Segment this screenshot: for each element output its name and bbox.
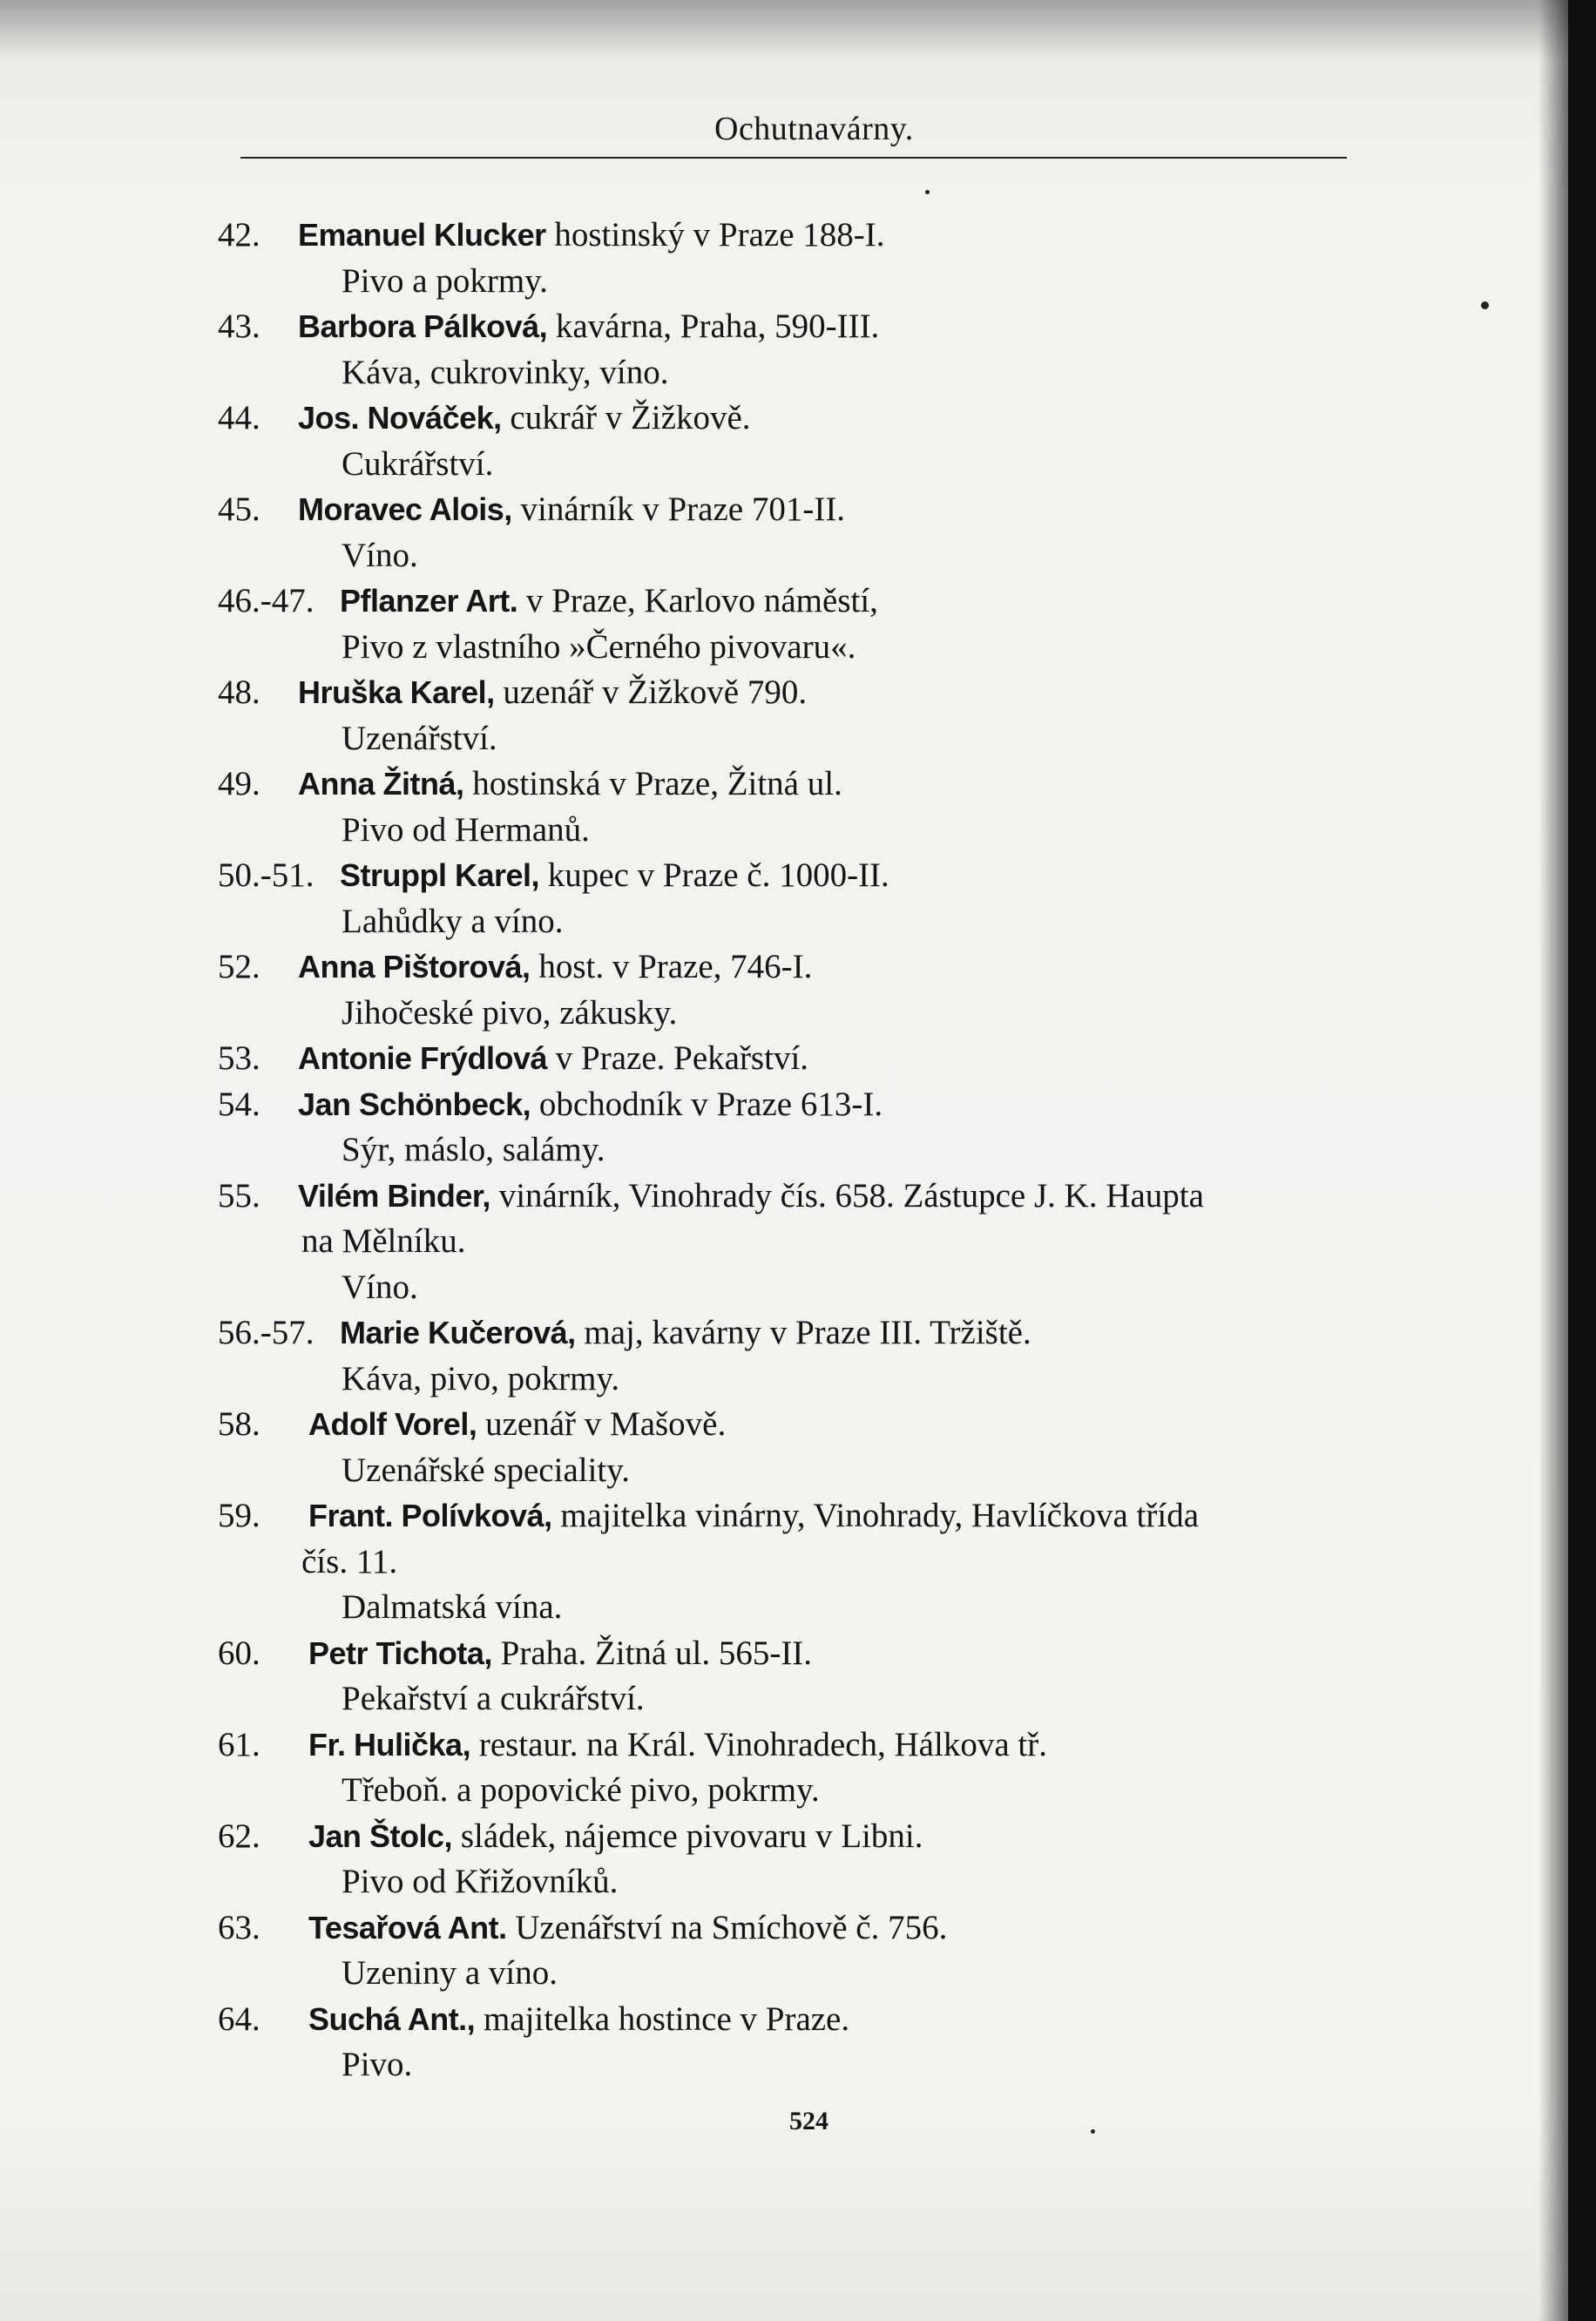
header-rule (240, 157, 1347, 159)
entry-continuation: čís. 11. (301, 1542, 398, 1580)
entry-goods: Lahůdky a víno. (342, 902, 564, 940)
entry-number: 49. (218, 765, 260, 802)
entry-name: Pflanzer Art. (340, 583, 518, 619)
entry-goods: Káva, pivo, pokrmy. (342, 1359, 620, 1397)
entry-name: Marie Kučerová, (340, 1315, 576, 1350)
entry-number: 46.-47. (218, 582, 314, 619)
entry-number: 43. (218, 308, 260, 345)
entry-name: Struppl Karel, (340, 857, 540, 893)
entry-description: kupec v Praze č. 1000-II. (539, 856, 889, 894)
entry-description: uzenář v Mašově. (477, 1405, 727, 1443)
entry-goods: Pekařství a cukrářství. (342, 1680, 645, 1717)
entry-description: v Praze. Pekařství. (547, 1039, 809, 1077)
entry-heading (218, 1082, 1411, 1128)
list-item (218, 1082, 1411, 1174)
entry-goods: Jihočeské pivo, zákusky. (342, 993, 678, 1032)
list-item (218, 579, 1411, 670)
list-item (218, 1174, 1411, 1311)
list-item (218, 1997, 1411, 2088)
entry-heading (218, 1722, 1411, 1769)
entry-name: Fr. Hulička, (308, 1726, 471, 1763)
entry-goods: Víno. (342, 536, 418, 574)
entry-number: 53. (218, 1039, 260, 1077)
entry-description: Uzenářství na Smíchově č. 756. (506, 1908, 948, 1946)
list-item (218, 670, 1411, 761)
entry-number: 42. (218, 216, 260, 254)
entry-description: v Praze, Karlovo náměstí, (517, 582, 878, 619)
entry-heading (218, 487, 1411, 533)
list-item (218, 304, 1411, 396)
list-item (218, 944, 1411, 1036)
entry-description: majitelka vinárny, Vinohrady, Havlíčkova třída (551, 1497, 1200, 1534)
entry-name: Jan Štolc, (308, 1817, 453, 1854)
entry-heading (218, 761, 1411, 808)
entry-number: 64. (218, 2000, 260, 2038)
list-item (218, 1310, 1411, 1402)
list-item (218, 1631, 1411, 1722)
entry-number: 58. (218, 1405, 260, 1443)
list-item (218, 1402, 1411, 1493)
entry-name: Petr Tichota, (308, 1634, 492, 1671)
entry-name: Barbora Pálková, (298, 308, 548, 344)
entry-name: Anna Žitná, (298, 766, 464, 802)
entry-heading (218, 1402, 1411, 1448)
entry-heading (218, 213, 1411, 259)
entry-description: cukrář v Žižkově. (501, 399, 751, 436)
entry-number: 48. (218, 673, 260, 711)
page-header: Ochutnavárny. (714, 111, 914, 147)
entry-number: 54. (218, 1085, 260, 1123)
entry-name: Moravec Alois, (298, 491, 512, 527)
top-shadow (0, 0, 1568, 61)
entry-description: vinárník v Praze 701-II. (511, 491, 846, 528)
entry-description: majitelka hostince v Praze. (475, 2000, 850, 2038)
entry-goods: Cukrářství. (342, 444, 494, 483)
entry-heading (218, 1631, 1411, 1677)
entry-description: kavárna, Praha, 590-III. (547, 308, 880, 345)
entry-name: Jan Schönbeck, (298, 1086, 531, 1122)
entry-number: 63. (218, 1908, 260, 1946)
entry-goods: Káva, cukrovinky, víno. (342, 353, 669, 391)
list-item (218, 1493, 1411, 1631)
list-item (218, 1905, 1411, 1997)
entry-number: 45. (218, 491, 260, 528)
print-speck (925, 190, 930, 194)
entry-heading (218, 1493, 1411, 1539)
entry-name: Adolf Vorel, (308, 1406, 477, 1442)
list-item (218, 396, 1411, 487)
list-item (218, 761, 1411, 853)
entry-goods: Sýr, máslo, salámy. (342, 1131, 605, 1168)
entry-number: 56.-57. (218, 1314, 314, 1351)
list-item (218, 853, 1411, 944)
entry-continuation: na Mělníku. (301, 1222, 466, 1260)
entry-name: Jos. Nováček, (298, 400, 502, 436)
list-item (218, 213, 1411, 304)
page-edge-shadow (1539, 0, 1568, 2321)
entry-number: 59. (218, 1497, 260, 1534)
print-speck (1091, 2129, 1095, 2134)
entry-goods: Uzenářství. (342, 719, 497, 757)
entry-description: vinárník, Vinohrady čís. 658. Zástupce J. K. Haupta (490, 1176, 1204, 1215)
entry-goods: Uzeniny a víno. (342, 1954, 558, 1992)
entry-heading (218, 1997, 1411, 2043)
entry-heading (218, 1036, 1411, 1082)
page-number: 524 (789, 2107, 828, 2135)
entry-description: uzenář v Žižkově 790. (494, 673, 808, 711)
list-item (218, 487, 1411, 579)
entry-heading (218, 396, 1411, 442)
entry-description: hostinský v Praze 188-I. (545, 216, 885, 254)
entry-description: restaur. na Král. Vinohradech, Hálkova tř. (470, 1725, 1047, 1763)
entry-name: Emanuel Klucker (298, 217, 546, 253)
list-item (218, 1722, 1411, 1814)
entry-number: 60. (218, 1634, 260, 1672)
entry-goods: Pivo od Hermanů. (342, 810, 590, 849)
entry-description: sládek, nájemce pivovaru v Libni. (452, 1817, 923, 1855)
entry-heading (218, 944, 1411, 991)
entry-description: hostinská v Praze, Žitná ul. (463, 765, 842, 802)
entry-description: maj, kavárny v Praze III. Tržiště. (575, 1314, 1031, 1351)
entry-goods: Pivo od Křižovníků. (342, 1863, 619, 1900)
entry-goods: Uzenářské speciality. (342, 1451, 630, 1489)
entry-name: Vilém Binder, (298, 1177, 490, 1214)
entry-goods: Třeboň. a popovické pivo, pokrmy. (342, 1771, 820, 1809)
entry-goods: Pivo z vlastního »Černého pivovaru«. (342, 627, 856, 666)
entry-heading (218, 579, 1411, 625)
entry-name: Frant. Polívková, (308, 1498, 552, 1533)
entry-number: 44. (218, 399, 260, 436)
entry-name: Anna Pištorová, (298, 949, 531, 985)
print-speck (1481, 301, 1489, 309)
entry-goods: Dalmatská vína. (342, 1588, 563, 1626)
entry-number: 61. (218, 1725, 260, 1763)
entry-name: Antonie Frýdlová (298, 1040, 548, 1076)
entry-heading (218, 1814, 1411, 1860)
list-item (218, 1036, 1411, 1082)
entry-name: Hruška Karel, (298, 674, 495, 710)
entry-goods: Víno. (342, 1268, 418, 1306)
entry-heading (218, 1905, 1411, 1952)
entry-heading (218, 1174, 1411, 1220)
entry-goods: Pivo a pokrmy. (342, 261, 548, 300)
entry-description: obchodník v Praze 613-I. (531, 1085, 883, 1123)
entry-name: Tesařová Ant. (308, 1909, 507, 1945)
entry-list (218, 213, 1411, 2088)
entry-number: 62. (218, 1817, 260, 1855)
entry-heading (218, 1310, 1411, 1357)
entry-goods: Pivo. (342, 2046, 413, 2083)
entry-heading (218, 670, 1411, 716)
entry-heading (218, 304, 1411, 350)
list-item (218, 1814, 1411, 1905)
entry-description: host. v Praze, 746-I. (530, 948, 813, 985)
entry-name: Suchá Ant., (308, 2000, 476, 2037)
entry-number: 52. (218, 948, 260, 985)
entry-description: Praha. Žitná ul. 565-II. (491, 1634, 813, 1672)
entry-heading (218, 853, 1411, 899)
entry-number: 50.-51. (218, 856, 314, 894)
entry-number: 55. (218, 1176, 260, 1215)
